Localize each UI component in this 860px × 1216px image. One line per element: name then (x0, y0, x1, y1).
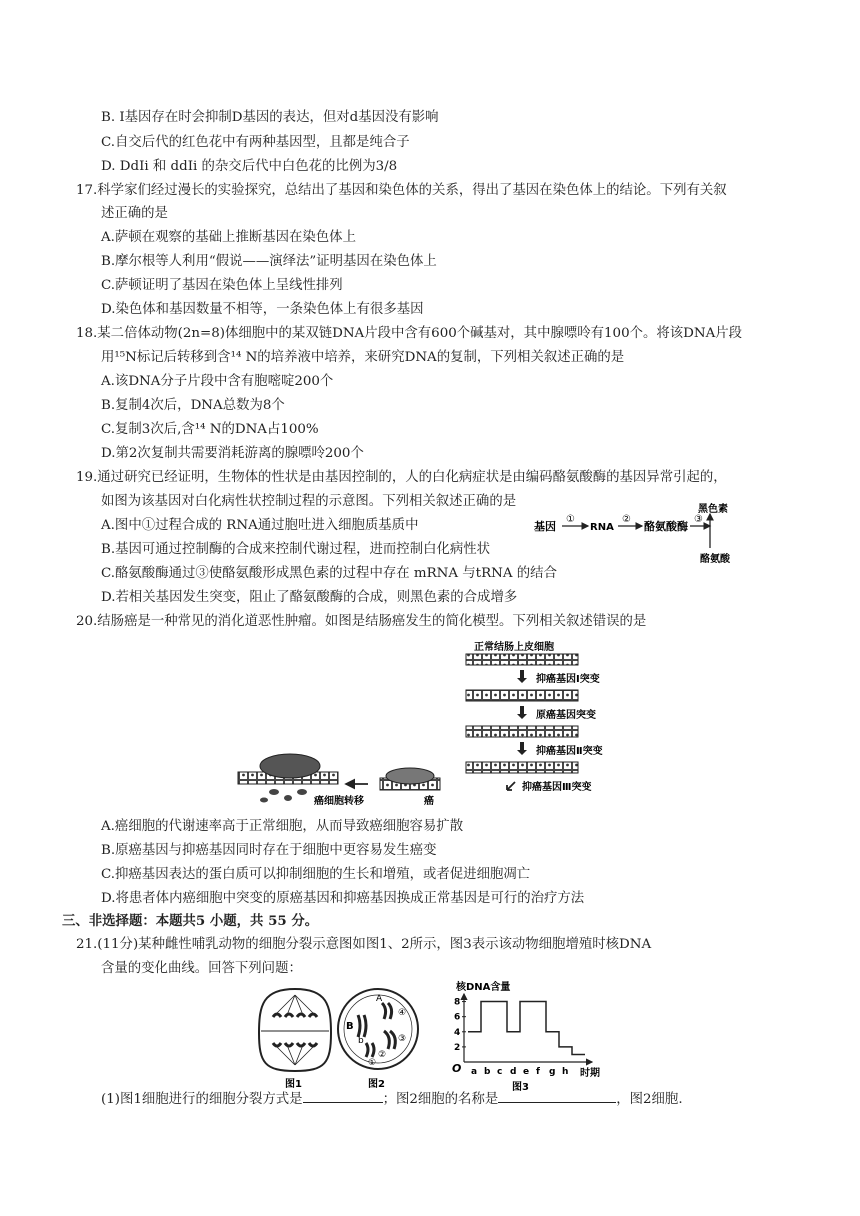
q20-option-b: B.原癌基因与抑癌基因同时存在于细胞中更容易发生癌变 (101, 843, 437, 858)
fig-metastasis-label: 癌细胞转移 (314, 796, 364, 807)
fig-step1-label: 抑癌基因Ⅰ突变 (536, 674, 600, 685)
q19-option-d: D.若相关基因发生突变，阻止了酪氨酸酶的合成，则黑色素的合成增多 (101, 590, 518, 605)
x-tick-label: a (471, 1067, 478, 1077)
q17-stem-line2: 述正确的是 (101, 206, 168, 221)
chart-origin: O (452, 1062, 462, 1075)
section-heading: 三、非选择题：本题共5 小题，共 55 分。 (62, 913, 319, 929)
fig-gene-label: 基因 (534, 520, 556, 533)
q19-option-c: C.酪氨酸酶通过③使酪氨酸形成黑色素的过程中存在 mRNA 与tRNA 的结合 (101, 566, 557, 581)
sub1-text-b: ；图2细胞的名称是 (382, 1092, 499, 1107)
fig-normal-label: 正常结肠上皮细胞 (474, 642, 554, 653)
figure-2-cell (336, 985, 422, 1091)
fig-rna-label: RNA (590, 522, 614, 533)
q18-option-a: A.该DNA分子片段中含有胞嘧啶200个 (101, 374, 334, 389)
fig2-label-A: A (376, 994, 383, 1004)
q18-option-b: B.复制4次后，DNA总数为8个 (101, 398, 285, 413)
q20-option-d: D.将患者体内癌细胞中突变的原癌基因和抑癌基因换成正常基因是可行的治疗方法 (101, 891, 585, 906)
chart-title: 核DNA含量 (456, 982, 511, 993)
cell-row-3 (466, 762, 578, 773)
q19-stem-line1: 19.通过研究已经证明，生物体的性状是由基因控制的，人的白化病症状是由编码酪氨酸酶的基因异常引起的， (76, 470, 727, 485)
q19-pathway-figure (532, 500, 752, 572)
q16-option-c: C.自交后代的红色花中有两种基因型，且都是纯合子 (101, 135, 410, 150)
x-tick-label: d (510, 1067, 517, 1077)
q18-stem-line2: 用¹⁵N标记后转移到含¹⁴ N的培养液中培养，来研究DNA的复制，下列相关叙述正确的是 (101, 350, 625, 365)
q20-option-a: A.癌细胞的代谢速率高于正常细胞，从而导致癌细胞容易扩散 (101, 819, 464, 834)
fig-step1-label: ① (566, 514, 575, 525)
fig-enzyme-label: 酪氨酸酶 (644, 520, 688, 533)
q16-option-b: B. Ⅰ基因存在时会抑制D基因的表达，但对d基因没有影响 (101, 110, 439, 125)
q19-option-b: B.基因可通过控制酶的合成来控制代谢过程，进而控制白化病性状 (101, 542, 491, 557)
y-tick-label: 8 (454, 997, 461, 1008)
answer-blank-2[interactable] (498, 1090, 616, 1103)
answer-blank-1[interactable] (303, 1090, 383, 1103)
figure-3-dna-chart (446, 978, 616, 1094)
q17-option-c: C.萨顿证明了基因在染色体上呈线性排列 (101, 278, 343, 293)
q17-option-b: B.摩尔根等人利用“假说——演绎法”证明基因在染色体上 (101, 254, 437, 269)
fig2-label-B: B (346, 1021, 354, 1032)
fig1-caption: 图1 (285, 1079, 302, 1090)
q20-colon-cancer-figure (230, 640, 650, 812)
fig2-label-n3: ③ (398, 1034, 407, 1044)
fig-tyrosine-label: 酪氨酸 (700, 554, 730, 565)
q19-stem-line2: 如图为该基因对白化病性状控制过程的示意图。下列相关叙述正确的是 (101, 494, 517, 509)
q21-stem-line2: 含量的变化曲线。回答下列问题： (101, 961, 302, 976)
fig2-label-n2: ② (378, 1050, 387, 1060)
dna-content-step-line (468, 1002, 585, 1055)
fig-step3-label: ③ (694, 514, 703, 525)
fig-step2-label: 原癌基因突变 (536, 710, 596, 721)
fig-step2-label: ② (622, 514, 631, 525)
fig-tumor-label: 癌 (424, 796, 434, 807)
fig-step4-label: 抑癌基因Ⅲ突变 (522, 782, 592, 793)
q20-option-c: C.抑癌基因表达的蛋白质可以抑制细胞的生长和增殖，或者促进细胞凋亡 (101, 867, 531, 882)
sub1-text-c: ，图2细胞. (616, 1092, 683, 1107)
cell-row-1 (466, 690, 578, 701)
y-tick-label: 6 (454, 1012, 461, 1023)
q17-option-d: D.染色体和基因数量不相等，一条染色体上有很多基因 (101, 302, 424, 317)
fig-step3-label: 抑癌基因Ⅱ突变 (536, 746, 603, 757)
fig3-caption: 图3 (512, 1082, 529, 1093)
x-tick-label: h (562, 1067, 569, 1077)
q18-option-d: D.第2次复制共需要消耗游离的腺嘌呤200个 (101, 446, 364, 461)
q17-stem-line1: 17.科学家们经过漫长的实验探究，总结出了基因和染色体的关系，得出了基因在染色体上的结论。下列有关叙 (76, 183, 727, 198)
q16-option-d: D. DdIi 和 ddIi 的杂交后代中白色花的比例为3/8 (101, 159, 398, 174)
fig2-label-b: b (358, 1036, 364, 1046)
q19-option-a: A.图中①过程合成的 RNA通过胞吐进入细胞质基质中 (101, 518, 419, 533)
q18-option-c: C.复制3次后,含¹⁴ N的DNA占100% (101, 422, 319, 437)
q21-subquestion-1 (101, 1090, 683, 1109)
fig2-caption: 图2 (368, 1079, 385, 1090)
x-tick-label: b (484, 1067, 491, 1077)
chart-xlabel: 时期 (580, 1068, 600, 1079)
x-tick-label: g (549, 1067, 556, 1077)
cell-row-normal (466, 654, 578, 665)
x-tick-label: f (536, 1067, 540, 1077)
q21-stem-line1: 21.(11分)某种雌性哺乳动物的细胞分裂示意图如图1、2所示，图3表示该动物细胞增殖时核DNA (76, 937, 652, 952)
cell-row-2 (466, 726, 578, 737)
fig2-label-n4: ④ (398, 1008, 407, 1018)
fig-melanin-label: 黑色素 (698, 504, 728, 515)
x-tick-label: e (523, 1067, 530, 1077)
x-tick-label: c (497, 1067, 503, 1077)
q17-option-a: A.萨顿在观察的基础上推断基因在染色体上 (101, 230, 356, 245)
fig2-label-n1: ① (368, 1058, 377, 1068)
figure-1-cell (255, 985, 335, 1091)
y-tick-label: 4 (454, 1027, 461, 1038)
q18-stem-line1: 18.某二倍体动物(2n=8)体细胞中的某双链DNA片段中含有600个碱基对，其中腺嘌呤有100个。将该DNA片段 (76, 326, 743, 341)
y-tick-label: 2 (454, 1042, 461, 1053)
q20-stem: 20.结肠癌是一种常见的消化道恶性肿瘤。如图是结肠癌发生的简化模型。下列相关叙述错误的是 (76, 614, 647, 629)
sub1-text-a: (1)图1细胞进行的细胞分裂方式是 (101, 1092, 303, 1107)
